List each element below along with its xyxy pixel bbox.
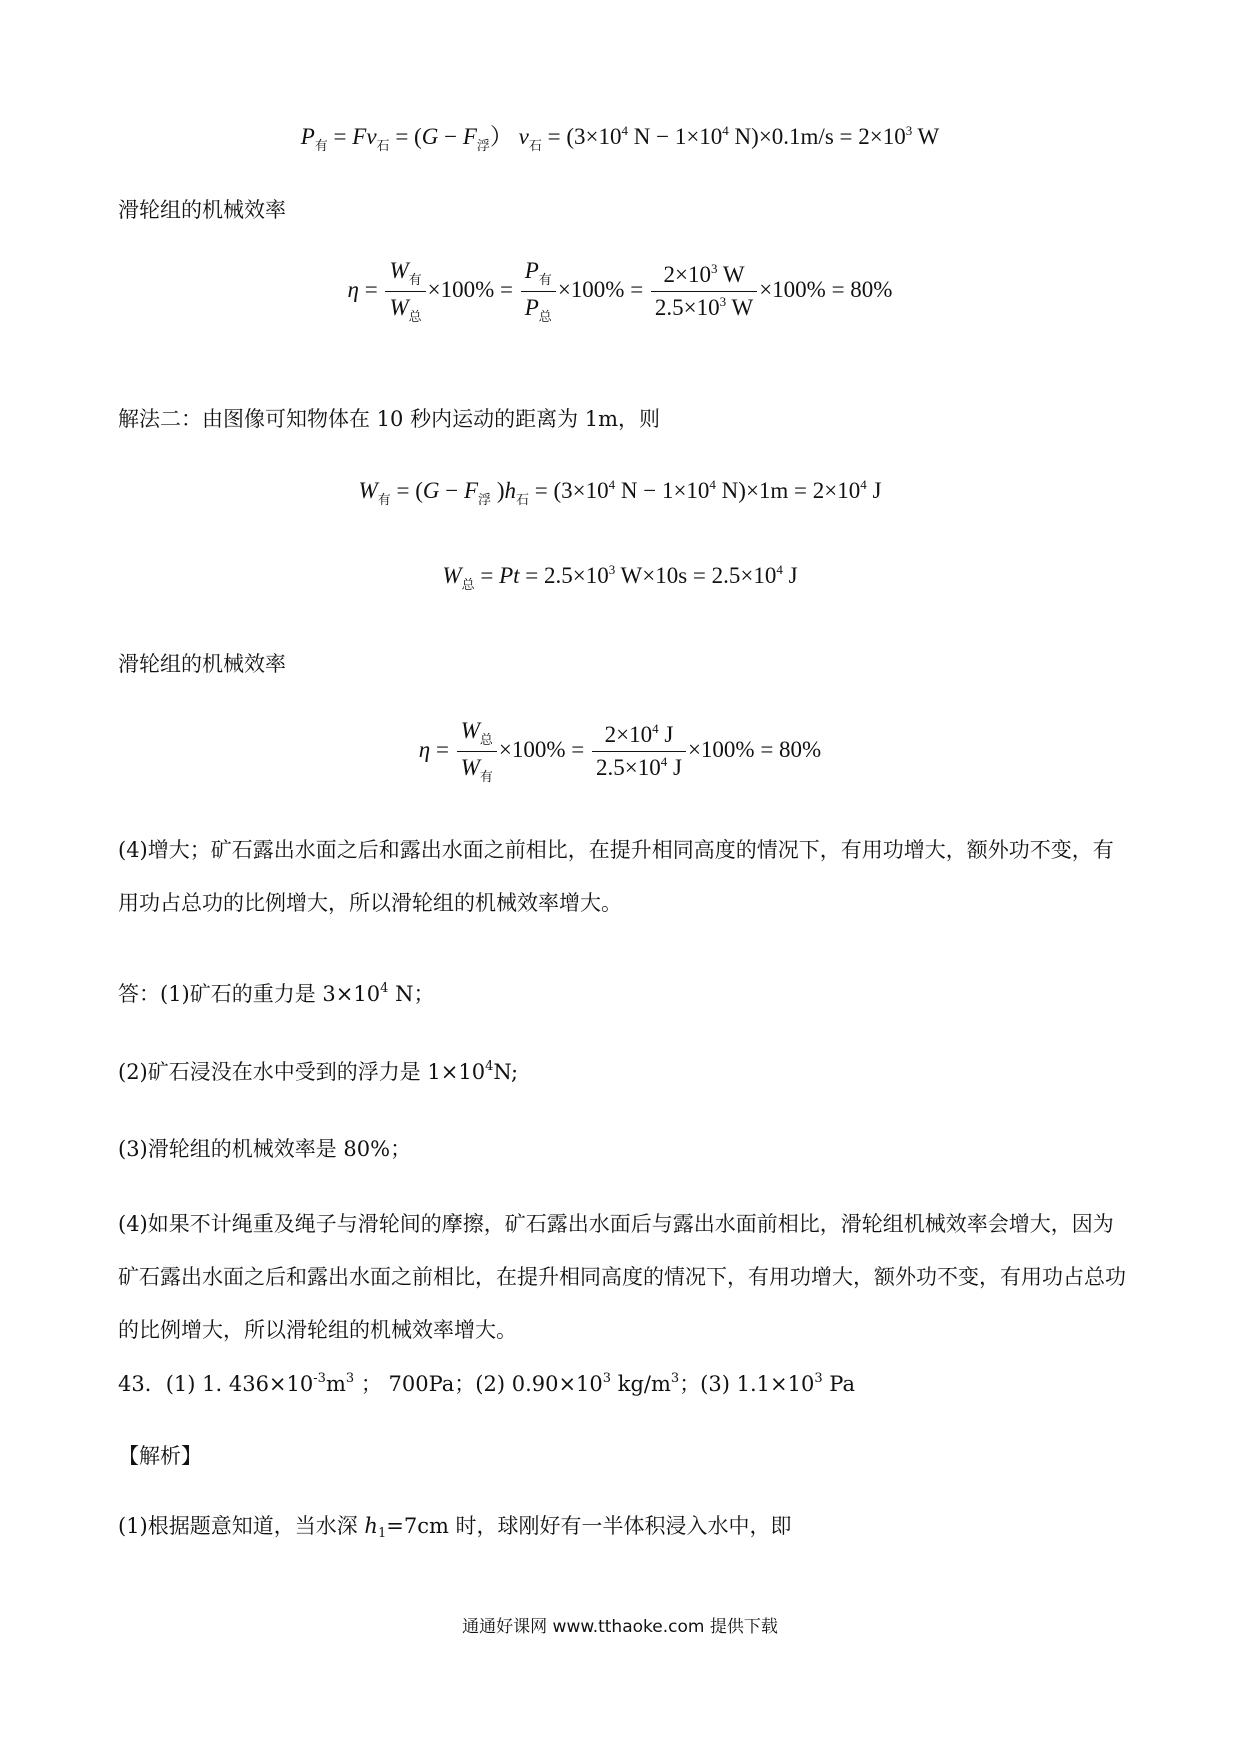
equation-power: $P_有 = Fv_石 = (G - F_浮)$ $v_石 = (3\times 10^4$ $N - 1\times 10^4$ $N)\times 0.1m/s = 2\times 10^3$ W (300, 123, 940, 153)
analysis-heading: 【解析】 (118, 1444, 202, 1468)
equation-efficiency-1: η = $\frac{W_有}{W_总}$ ×100% = $\frac{P_有}{P_总}$ ×100% = $\frac{2\times 10^3 W}{2.5\times 10^3 W}$ ×100% = 80% (347, 258, 893, 324)
equation-total-work: $W_总 = Pt = 2.5\times 10^3$ $W\times 10s = 2.5\times 10^4$ J (442, 562, 798, 592)
label-efficiency-1: 滑轮组的机械效率 (118, 198, 286, 222)
answer-2: (2)矿石浸没在水中受到的浮力是 $1\times 10^4N$; (118, 1059, 519, 1084)
equation-efficiency-2: η = $\frac{W_总}{W_有}$ ×100% = $\frac{2\times 10^4 J}{2.5\times 10^4 J}$ ×100% = 80% (418, 718, 822, 784)
analysis-part-1: (1)根据题意知道，当水深 $h_1=7cm$ 时，球刚好有一半体积浸入水中，即 (118, 1514, 792, 1541)
equation-useful-work: $W_有 = (G - F_浮$ )$h_石 = (3\times 10^4$ $N - 1\times 10^4$ $N)\times 1m = 2\times 10^4$ J (358, 477, 882, 507)
method-two-text: 解法二：由图像可知物体在 10 秒内运动的距离为 1m，则 (118, 407, 661, 431)
page-footer: 通通好课网 www.tthaoke.com 提供下载 (462, 1617, 778, 1637)
answer-3: (3)滑轮组的机械效率是 80%； (118, 1137, 412, 1161)
answer-1: 答：(1)矿石的重力是 $3\times 10^4$ N； (118, 981, 435, 1006)
answer-4: (4)如果不计绳重及绳子与滑轮间的摩擦，矿石露出水面后与露出水面前相比，滑轮组机械效率会增大，因为矿石露出水面之后和露出水面之前相比，在提升相同高度的情况下，有用功增大，额外功不变，有用功占总功的比例增大，所以滑轮组的机械效率增大。 (118, 1212, 1126, 1342)
question-43-answer: 43．(1) 1. $436\times 10^{-3}m^3$ ； 700Pa；(2) $0.90\times 10^3$ $kg/m^3$；(3) $1.1\times 10^3$ Pa (118, 1371, 855, 1396)
label-efficiency-2: 滑轮组的机械效率 (118, 652, 286, 676)
part-four-explanation: (4)增大；矿石露出水面之后和露出水面之前相比，在提升相同高度的情况下，有用功增大，额外功不变，有用功占总功的比例增大，所以滑轮组的机械效率增大。 (118, 838, 1114, 915)
